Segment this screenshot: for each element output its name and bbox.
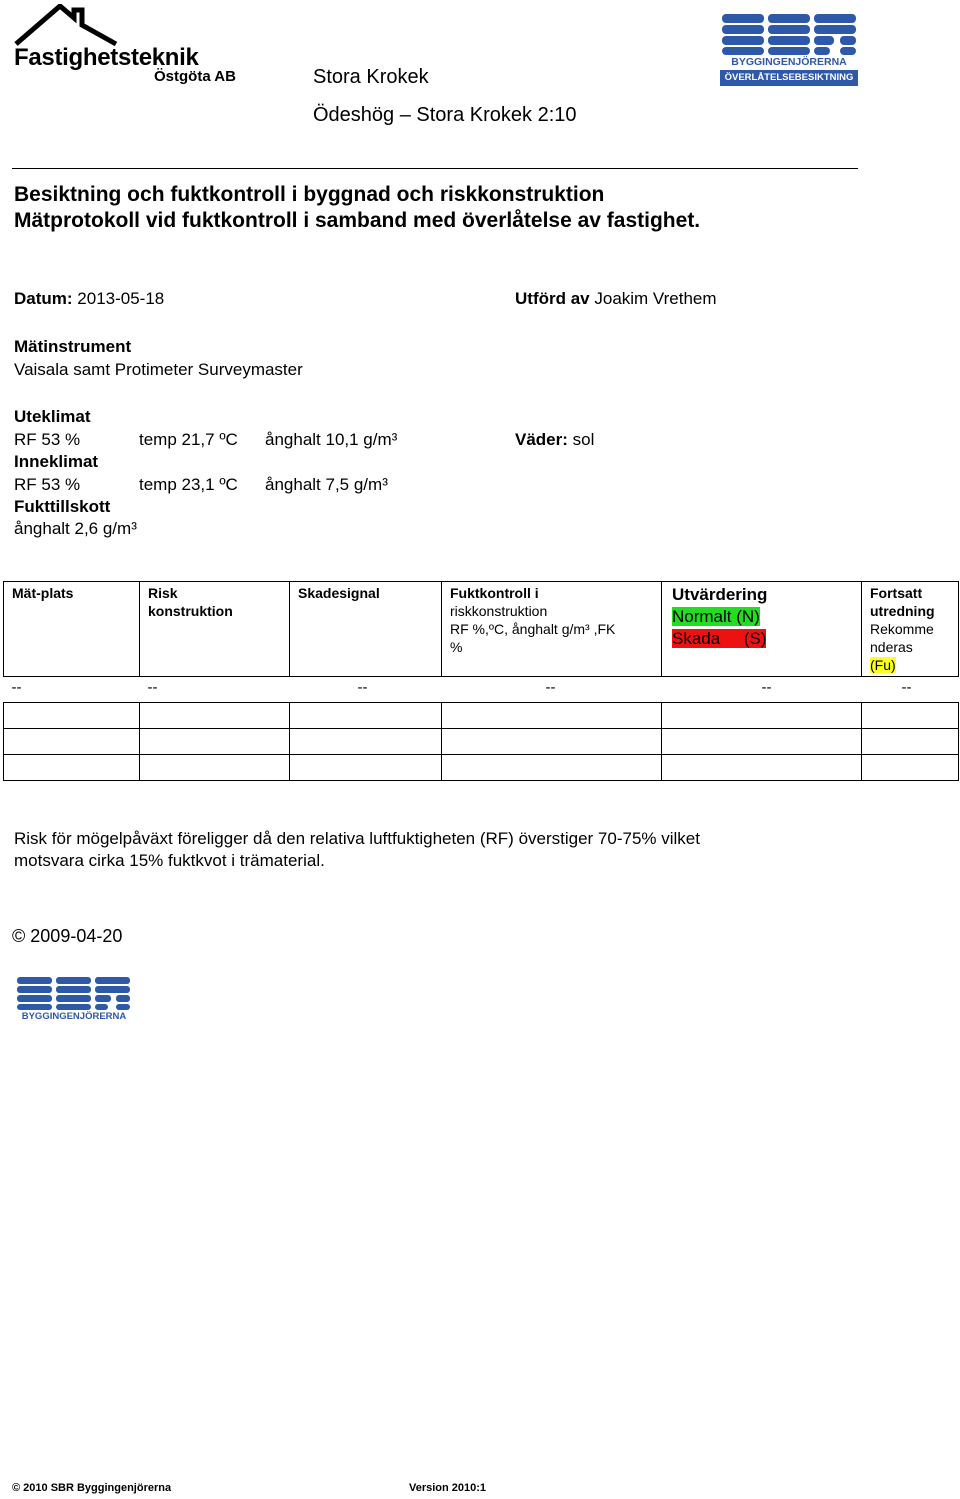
sbr-bottom-logo <box>16 976 132 1024</box>
inne-rf: RF 53 % <box>14 475 81 494</box>
risk-note-line2: motsvara cirka 15% fuktkvot i trämaterial. <box>14 851 325 870</box>
copyright-row <box>12 926 122 947</box>
measurement-table <box>3 581 959 781</box>
vader-value: sol <box>572 430 595 449</box>
document-subtitle: Mätprotokoll vid fuktkontroll i samband med överlåtelse av fastighet. <box>14 209 701 232</box>
table-header-row <box>4 582 959 677</box>
skada-legend: Skada (S) <box>672 629 767 648</box>
vader-label: Väder: <box>515 430 568 449</box>
datum-label: Datum: <box>14 289 73 308</box>
inne-temp: temp 23,1 ºC <box>139 475 238 494</box>
utford-value: Joakim Vrethem <box>594 289 717 308</box>
address-line2: Ödeshög – Stora Krokek 2:10 <box>313 104 577 126</box>
copyright-icon: © <box>12 1482 24 1494</box>
inne-anghalt: ånghalt 7,5 g/m³ <box>265 475 388 494</box>
address-line1: Stora Krokek <box>313 66 429 88</box>
instrument-label: Mätinstrument <box>14 337 132 356</box>
utvardering-title: Utvärdering <box>672 585 768 604</box>
header-skadesignal: Skadesignal <box>290 582 442 677</box>
ute-rf: RF 53 % <box>14 430 81 449</box>
cell-skadesignal: -- <box>357 679 368 696</box>
header-utvardering <box>662 582 862 677</box>
sbr-letters-icon <box>16 976 132 1010</box>
sbr-bottom-label: BYGGINGENJÖRERNA <box>21 1011 127 1022</box>
inneklimat-label: Inneklimat <box>14 452 99 471</box>
header-fuktkontroll: Fuktkontroll i riskkonstruktion RF %,ºC, ånghalt g/m³ ,FK % <box>442 582 662 677</box>
sbr-overlatelse-logo <box>720 12 860 86</box>
sbr-byggingenjorerna-label: BYGGINGENJÖRERNA <box>731 56 847 68</box>
logo-name: Fastighetsteknik <box>14 44 199 71</box>
header-divider <box>12 168 858 169</box>
copyright-icon: © <box>12 926 26 946</box>
cell-utvardering: -- <box>761 679 772 696</box>
header-riskkonstruktion: Risk konstruktion <box>140 582 290 677</box>
copyright-date: 2009-04-20 <box>30 926 123 946</box>
sbr-letters-icon <box>720 12 860 56</box>
footer-version: Version 2010:1 <box>409 1482 487 1494</box>
header-matplats: Mät-plats <box>4 582 140 677</box>
cell-fortsatt: -- <box>901 679 912 696</box>
fukttillskott-value: ånghalt 2,6 g/m³ <box>14 519 137 538</box>
document-title: Besiktning och fuktkontroll i byggnad och riskkonstruktion <box>14 183 605 206</box>
table-row <box>4 729 959 755</box>
header-fortsatt-utredning: Fortsatt utredning Rekomme nderas (Fu) <box>862 582 959 677</box>
table-row <box>4 677 959 703</box>
utford-label: Utförd av <box>515 289 590 308</box>
ute-temp: temp 21,7 ºC <box>139 430 238 449</box>
datum-row <box>14 289 164 309</box>
instrument-value: Vaisala samt Protimeter Surveymaster <box>14 360 303 379</box>
sbr-overlatelse-label: ÖVERLÅTELSEBESIKTNING <box>720 70 858 86</box>
vader-row <box>515 430 594 450</box>
risk-note-line1: Risk för mögelpåväxt föreligger då den relativa luftfuktigheten (RF) överstiger 70-75% vilket <box>14 829 700 848</box>
fukttillskott-label: Fukttillskott <box>14 497 111 516</box>
datum-value: 2013-05-18 <box>77 289 165 308</box>
table-row <box>4 703 959 729</box>
ute-anghalt: ånghalt 10,1 g/m³ <box>265 430 398 449</box>
cell-matplats: -- <box>11 679 22 696</box>
utford-row <box>515 289 717 309</box>
table-row <box>4 755 959 781</box>
logo-subtitle: Östgöta AB <box>154 68 236 85</box>
uteklimat-label: Uteklimat <box>14 407 91 426</box>
footer-left <box>12 1482 171 1494</box>
cell-risk: -- <box>147 679 158 696</box>
cell-fuktkontroll: -- <box>545 679 556 696</box>
fastighetsteknik-logo <box>12 4 252 88</box>
fu-legend: (Fu) <box>870 657 896 673</box>
normalt-legend: Normalt (N) <box>672 607 760 626</box>
footer-left-text: 2010 SBR Byggingenjörerna <box>23 1482 172 1494</box>
